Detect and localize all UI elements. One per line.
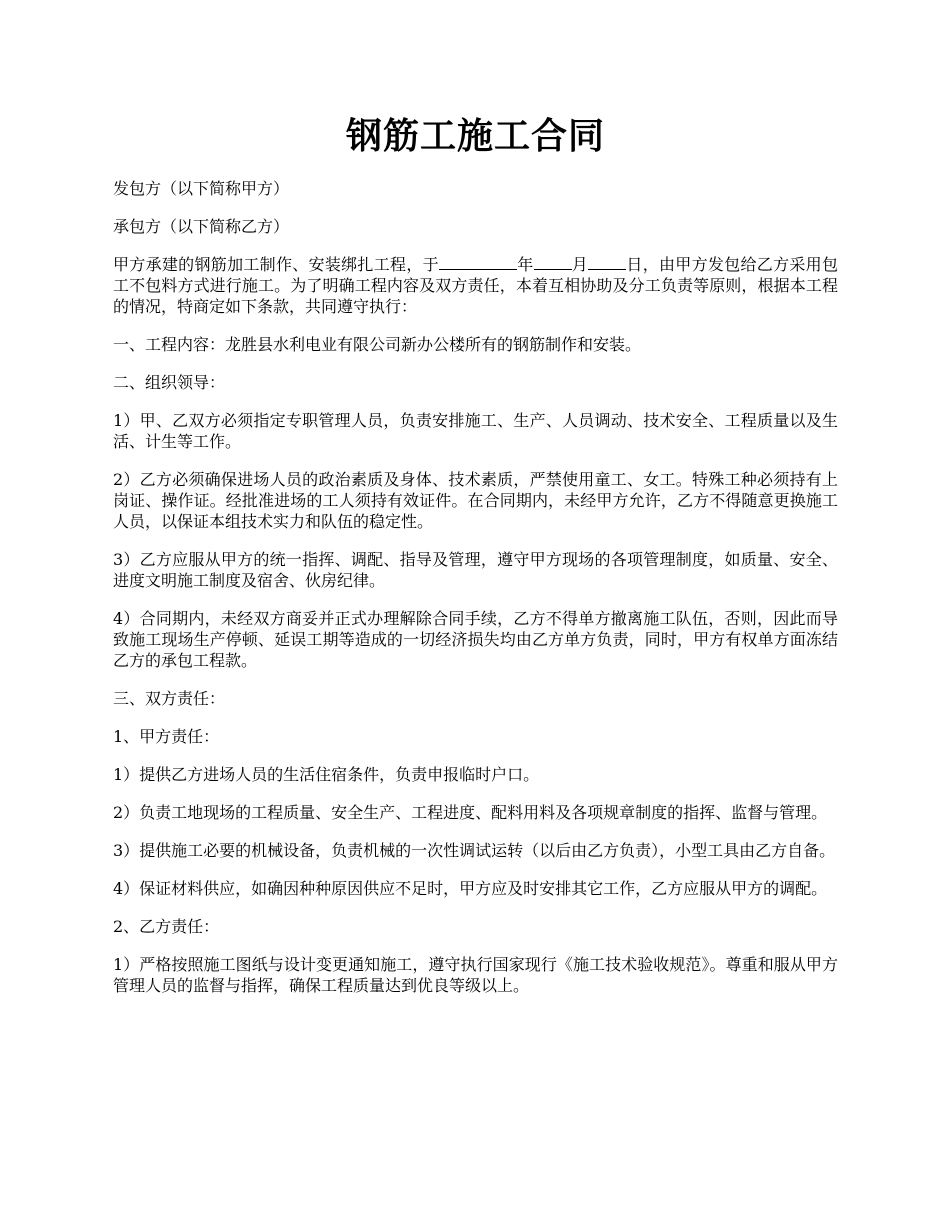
- section-2-item-3: 3）乙方应服从甲方的统一指挥、调配、指导及管理，遵守甲方现场的各项管理制度，如质量、安全、进度文明施工制度及宿舍、伙房纪律。: [113, 550, 838, 590]
- date-year-blank: [439, 255, 517, 270]
- section-2-item-4: 4）合同期内，未经双方商妥并正式办理解除合同手续，乙方不得单方撤离施工队伍，否则，因此而导致施工现场生产停顿、延误工期等造成的一切经济损失均由乙方单方负责，同时，甲方有权单方面冻结乙方的承包工程款。: [113, 609, 838, 670]
- party-a-line: 发包方（以下简称甲方）: [113, 179, 290, 198]
- section-3-heading: 三、双方责任：: [113, 689, 226, 708]
- intro-paragraph: [113, 254, 838, 317]
- intro-text-rest: 日，由甲方发包给乙方采用包工不包料方式进行施工。为了明确工程内容及双方责任，本着互相协助及分工负责等原则，根据本工程的情况，特商定如下条款，共同遵守执行：: [113, 255, 838, 316]
- party-a-duty-3: 3）提供施工必要的机械设备，负责机械的一次性调试运转（以后由乙方负责），小型工具由乙方自备。: [113, 841, 836, 860]
- date-day-blank: [588, 255, 626, 270]
- document-title: 钢筋工施工合同: [345, 115, 605, 157]
- party-b-duties-heading: 2、乙方责任：: [113, 917, 220, 936]
- month-label: 月: [571, 255, 589, 274]
- party-a-duties-heading: 1、甲方责任：: [113, 727, 220, 746]
- party-a-duty-1: 1）提供乙方进场人员的生活住宿条件，负责申报临时户口。: [113, 765, 540, 784]
- year-label: 年: [516, 255, 534, 274]
- intro-text-start: 甲方承建的钢筋加工制作、安装绑扎工程，于: [113, 255, 439, 274]
- document-page: [113, 110, 838, 1013]
- party-b-line: 承包方（以下简称乙方）: [113, 217, 290, 236]
- section-2-heading: 二、组织领导：: [113, 373, 226, 392]
- party-a-duty-2: 2）负责工地现场的工程质量、安全生产、工程进度、配料用料及各项规章制度的指挥、监督与管理。: [113, 803, 828, 822]
- date-month-blank: [534, 255, 572, 270]
- party-a-duty-4: 4）保证材料供应，如确因种种原因供应不足时，甲方应及时安排其它工作，乙方应服从甲方的调配。: [113, 879, 828, 898]
- section-1-work-content: 一、工程内容：龙胜县水利电业有限公司新办公楼所有的钢筋制作和安装。: [113, 335, 642, 354]
- section-2-item-1: 1）甲、乙双方必须指定专职管理人员，负责安排施工、生产、人员调动、技术安全、工程质量以及生活、计生等工作。: [113, 411, 838, 451]
- section-2-item-2: 2）乙方必须确保进场人员的政治素质及身体、技术素质，严禁使用童工、女工。特殊工种必须持有上岗证、操作证。经批准进场的工人须持有效证件。在合同期内，未经甲方允许，乙方不得随意更换施工人员，以保证本组技术实力和队伍的稳定性。: [113, 470, 838, 531]
- party-b-duty-1: 1）严格按照施工图纸与设计变更通知施工，遵守执行国家现行《施工技术验收规范》。尊重和服从甲方管理人员的监督与指挥，确保工程质量达到优良等级以上。: [113, 955, 838, 995]
